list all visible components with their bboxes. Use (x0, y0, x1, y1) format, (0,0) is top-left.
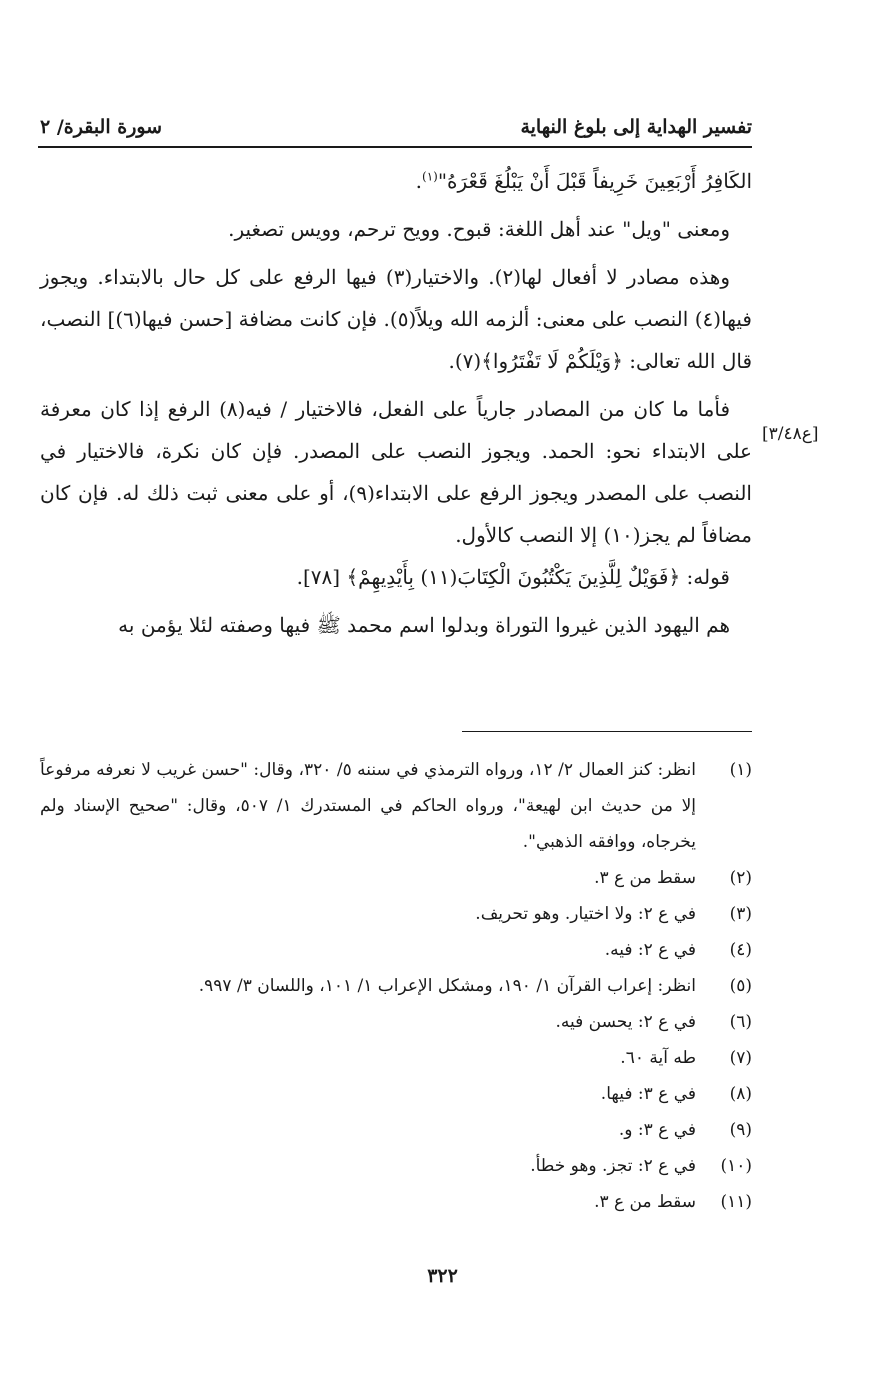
footnote-separator (462, 731, 752, 732)
footnote-text: انظر: كنز العمال ٢/ ١٢، ورواه الترمذي في سننه ٥/ ٣٢٠، وقال: "حسن غريب لا نعرفه مرفوعاً إلا من حديث ابن لهيعة"، ورواه الحاكم في المستدرك ١/ ٥٠٧، وقال: "صحيح الإسناد ولم يخرجاه، ووافقه الذهبي". (40, 760, 696, 852)
footnote-text: في ع ٢: يحسن فيه. (555, 1012, 696, 1032)
footnote-text: انظر: إعراب القرآن ١/ ١٩٠، ومشكل الإعراب ١/ ١٠١، واللسان ٣/ ٩٩٧. (198, 976, 696, 996)
main-text (40, 160, 752, 646)
footnote-text: في ع ٢: فيه. (604, 940, 696, 960)
footnote (40, 752, 752, 860)
footnote-text: سقط من ع ٣. (594, 1192, 696, 1212)
footnote (40, 1184, 752, 1220)
footnote-text: في ع ٣: فيها. (600, 1084, 696, 1104)
footnote-ref: (١) (422, 169, 438, 184)
footnote-text: في ع ٢: تجز. وهو خطأ. (530, 1156, 696, 1176)
surah-name: سورة البقرة/ ٢ (40, 116, 163, 138)
paragraph (40, 160, 752, 202)
footnote-number: (٥) (729, 976, 752, 996)
footnote-number: (١١) (720, 1192, 752, 1212)
footnote (40, 896, 752, 932)
paragraph-text: الكَافِرُ أَرْبَعِينَ خَرِيفاً قَبْلَ أَنْ يَبْلُغَ قَعْرَهُ" (437, 169, 752, 193)
footnote-text: في ع ٢: ولا اختيار. وهو تحريف. (475, 904, 696, 924)
page-number: ٣٢٢ (427, 1265, 458, 1287)
manuscript-margin-note: [ع٣/٤٨] (762, 424, 819, 444)
footnote (40, 1148, 752, 1184)
footnote-text: في ع ٣: و. (618, 1120, 696, 1140)
footnote-number: (٤) (729, 940, 752, 960)
footnote-text: طه آية ٦٠. (620, 1048, 696, 1068)
footnotes (40, 752, 752, 1220)
footnote-number: (٣) (729, 904, 752, 924)
footnote-number: (٦) (729, 1012, 752, 1032)
footnote-number: (٧) (729, 1048, 752, 1068)
footnote-number: (٩) (729, 1120, 752, 1140)
footnote-text: سقط من ع ٣. (594, 868, 696, 888)
footnote (40, 1040, 752, 1076)
footnote (40, 1004, 752, 1040)
footnote-number: (١٠) (720, 1156, 752, 1176)
footnote (40, 860, 752, 896)
paragraph: قوله: ﴿فَوَيْلٌ لِلَّذِينَ يَكْتُبُونَ الْكِتَابَ(١١) بِأَيْدِيهِمْ﴾ [٧٨]. (296, 565, 730, 589)
footnote-number: (١) (729, 760, 752, 780)
footnote (40, 968, 752, 1004)
paragraph-tail: . (415, 169, 422, 193)
book-title: تفسير الهداية إلى بلوغ النهاية (520, 116, 752, 138)
footnote (40, 1076, 752, 1112)
running-header (40, 112, 752, 142)
paragraph: وهذه مصادر لا أفعال لها(٢). والاختيار(٣) فيها الرفع على كل حال بالابتداء. ويجوز فيها(٤) النصب على معنى: ألزمه الله ويلاً(٥). فإن كانت مضافة [حسن فيها(٦)] النصب، قال الله تعالى: ﴿وَيْلَكُمْ لَا تَفْتَرُوا﴾(٧). (40, 265, 752, 373)
paragraph: ومعنى "ويل" عند أهل اللغة: قبوح. وويح ترحم، وويس تصغير. (228, 217, 730, 241)
footnote-number: (٢) (729, 868, 752, 888)
footnote (40, 1112, 752, 1148)
header-rule (38, 146, 752, 148)
footnote-number: (٨) (729, 1084, 752, 1104)
paragraph: فأما ما كان من المصادر جارياً على الفعل، فالاختيار / فيه(٨) الرفع إذا كان معرفة على الابتداء نحو: الحمد. ويجوز النصب على المصدر. فإن كان نكرة، فالاختيار في النصب على المصدر ويجوز الرفع على الابتداء(٩)، أو على معنى ثبت ذلك له. فإن كان مضافاً لم يجز(١٠) إلا النصب كالأول. (40, 397, 752, 547)
footnote (40, 932, 752, 968)
paragraph: هم اليهود الذين غيروا التوراة وبدلوا اسم محمد ﷺ فيها وصفته لئلا يؤمن به (118, 613, 730, 637)
